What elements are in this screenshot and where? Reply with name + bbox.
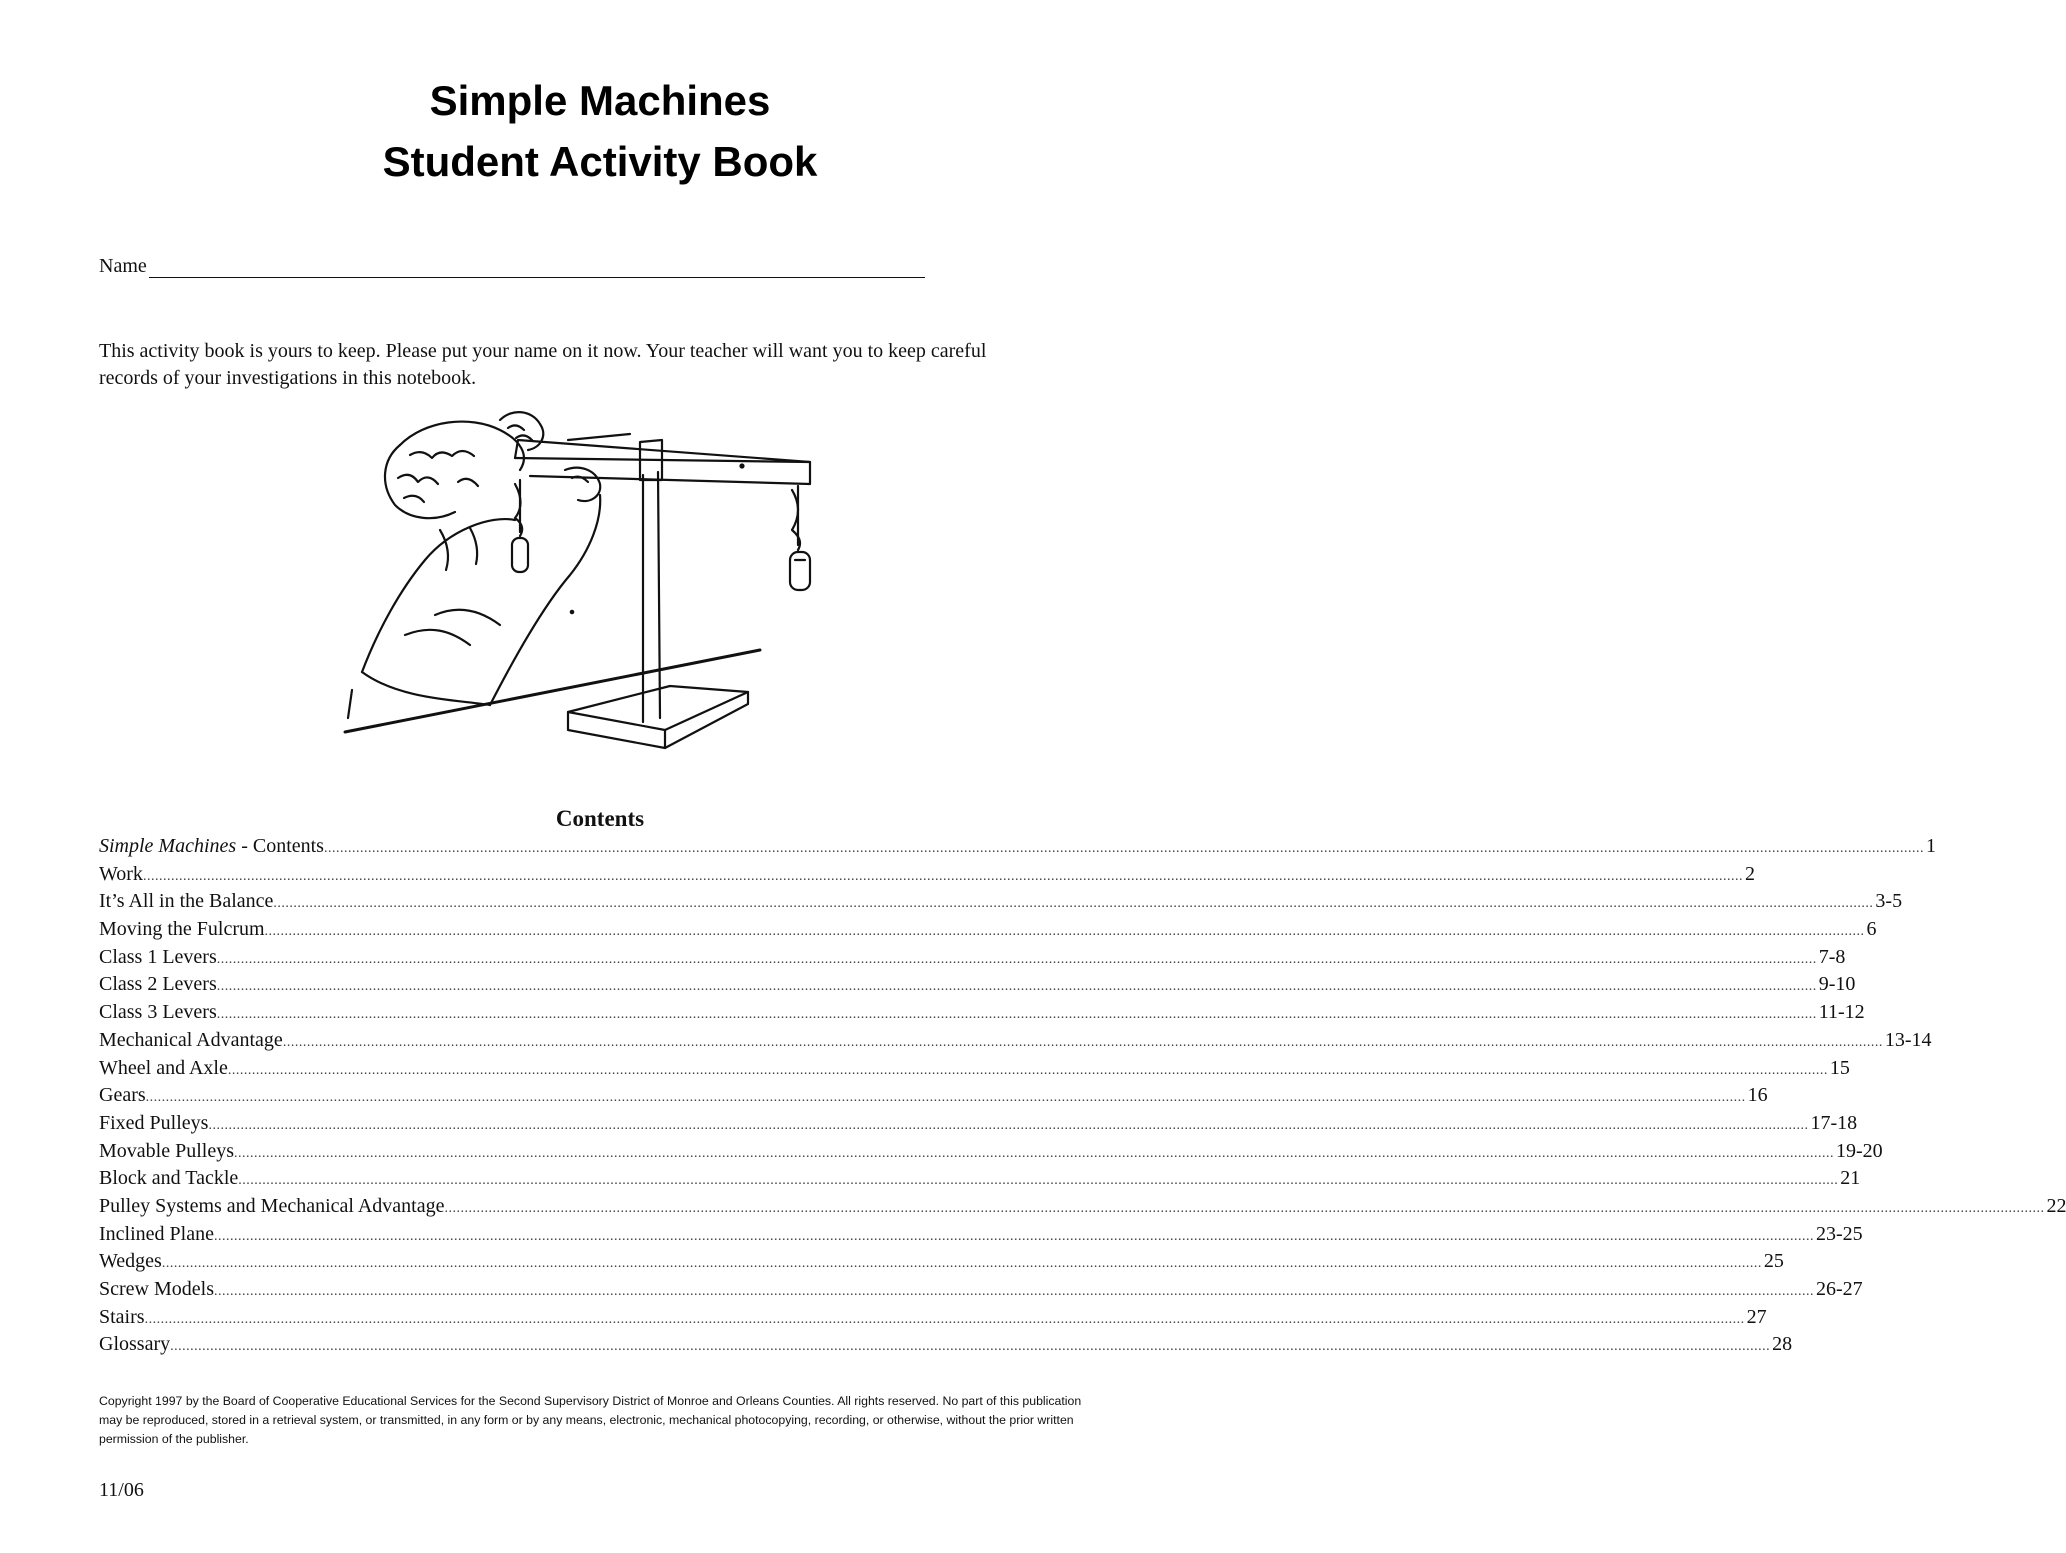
toc-leader-dots: ................................................................................................................................................................................................................................................................................................................................................................................................................ xyxy=(282,1034,1883,1050)
toc-item-title: Pulley Systems and Mechanical Advantage xyxy=(99,1194,445,1217)
toc-item xyxy=(99,1055,1850,1083)
toc-item-page: 23-25 xyxy=(1815,1222,1863,1245)
toc-item-title: Block and Tackle xyxy=(99,1167,239,1190)
toc-item-page: 27 xyxy=(1746,1305,1767,1328)
toc-item-title: Wheel and Axle xyxy=(99,1056,228,1079)
toc-item xyxy=(99,1331,1793,1359)
toc-leader-dots: ................................................................................................................................................................................................................................................................................................................................................................................................................ xyxy=(142,868,1743,884)
toc-item xyxy=(99,1027,1932,1055)
name-field xyxy=(99,254,925,278)
toc-leader-dots: ................................................................................................................................................................................................................................................................................................................................................................................................................ xyxy=(145,1090,1746,1106)
toc-item-page: 9-10 xyxy=(1818,973,1856,996)
toc-item-title: Gears xyxy=(99,1084,146,1107)
toc-item-page: 21 xyxy=(1840,1167,1861,1190)
toc-item-title: Mechanical Advantage xyxy=(99,1028,283,1051)
toc-item xyxy=(99,833,1936,861)
toc-item-title: Moving the Fulcrum xyxy=(99,918,265,941)
toc-leader-dots: ................................................................................................................................................................................................................................................................................................................................................................................................................ xyxy=(227,1062,1828,1078)
toc-item-title: Wedges xyxy=(99,1250,162,1273)
toc-leader-dots: ................................................................................................................................................................................................................................................................................................................................................................................................................ xyxy=(161,1256,1762,1272)
toc-leader-dots: ................................................................................................................................................................................................................................................................................................................................................................................................................ xyxy=(208,1117,1809,1133)
toc-leader-dots: ................................................................................................................................................................................................................................................................................................................................................................................................................ xyxy=(238,1173,1839,1189)
toc-leader-dots: ................................................................................................................................................................................................................................................................................................................................................................................................................ xyxy=(213,1284,1814,1299)
toc-item-title: Class 3 Levers xyxy=(99,1001,217,1024)
toc-item xyxy=(99,1138,1883,1166)
toc-item xyxy=(99,1110,1858,1138)
toc-item-title: Movable Pulleys xyxy=(99,1139,234,1162)
toc-item-page: 19-20 xyxy=(1836,1139,1883,1162)
toc-item xyxy=(99,971,1856,999)
toc-item-page: 13-14 xyxy=(1884,1028,1932,1051)
toc-item xyxy=(99,999,1865,1027)
toc-item-title: Class 2 Levers xyxy=(99,973,217,996)
intro-paragraph: This activity book is yours to keep. Please put your name on it now. Your teacher will want you to keep careful records of your investigations in this notebook. xyxy=(99,340,987,389)
toc-item-title-rest: - Contents xyxy=(236,835,324,857)
toc-item-page: 25 xyxy=(1763,1250,1784,1273)
toc-leader-dots: ................................................................................................................................................................................................................................................................................................................................................................................................................ xyxy=(273,896,1874,912)
toc-item-page: 26-27 xyxy=(1815,1278,1863,1300)
toc-item-page: 1 xyxy=(1925,835,1936,857)
toc-item-title: Glossary xyxy=(99,1333,171,1356)
toc-item xyxy=(99,916,1877,944)
toc-item-title: It’s All in the Balance xyxy=(99,890,274,913)
toc-item-title: Screw Models xyxy=(99,1278,214,1300)
toc-item-title xyxy=(99,833,324,861)
toc-item xyxy=(99,1248,1784,1276)
toc-item-title: Fixed Pulleys xyxy=(99,1111,209,1134)
toc-item-title: Class 1 Levers xyxy=(99,945,217,968)
toc-item-title: Work xyxy=(99,862,143,885)
toc-item-title: Stairs xyxy=(99,1305,145,1328)
toc-item-page: 6 xyxy=(1866,918,1877,941)
toc-item-page: 17-18 xyxy=(1810,1111,1858,1134)
toc-item-page: 28 xyxy=(1772,1333,1793,1356)
copyright-notice: Copyright 1997 by the Board of Cooperative Educational Services for the Second Supervisory District of Monroe and Orleans Counties. All rights reserved. No part of this publication may be reproduced, stored in a retrieval system, or transmitted, in any form or by any means, electronic, mechanical photocopying, recording, or otherwise, without the prior written permission of the publisher. xyxy=(99,1394,1082,1446)
toc-leader-dots: ................................................................................................................................................................................................................................................................................................................................................................................................................ xyxy=(264,924,1865,940)
toc-leader-dots: ................................................................................................................................................................................................................................................................................................................................................................................................................ xyxy=(144,1311,1745,1327)
toc-item-page: 7-8 xyxy=(1818,945,1846,968)
contents-heading: Contents xyxy=(555,806,645,831)
toc-leader-dots: ................................................................................................................................................................................................................................................................................................................................................................................................................ xyxy=(323,841,1924,856)
toc-leader-dots: ................................................................................................................................................................................................................................................................................................................................................................................................................ xyxy=(216,979,1817,995)
toc-item-page: 2 xyxy=(1744,862,1755,885)
toc-item xyxy=(99,861,1755,889)
toc-item xyxy=(99,888,1903,916)
student-balancing-lever-illustration xyxy=(340,400,820,755)
toc-leader-dots: ................................................................................................................................................................................................................................................................................................................................................................................................................ xyxy=(213,1228,1814,1244)
toc-leader-dots: ................................................................................................................................................................................................................................................................................................................................................................................................................ xyxy=(444,1200,2045,1216)
toc-item-page: 15 xyxy=(1829,1056,1850,1079)
contents-list xyxy=(99,833,2066,1359)
name-blank-line[interactable] xyxy=(149,257,925,278)
name-label: Name xyxy=(99,255,147,277)
toc-item xyxy=(99,1082,1768,1110)
toc-item xyxy=(99,1276,1863,1304)
toc-leader-dots: ................................................................................................................................................................................................................................................................................................................................................................................................................ xyxy=(216,1007,1817,1023)
toc-item-page: 22 xyxy=(2046,1194,2066,1217)
toc-item-page: 3-5 xyxy=(1875,890,1903,913)
toc-item xyxy=(99,1193,2066,1221)
toc-leader-dots: ................................................................................................................................................................................................................................................................................................................................................................................................................ xyxy=(170,1339,1771,1355)
toc-item-page: 16 xyxy=(1747,1084,1768,1107)
toc-item xyxy=(99,1165,1861,1193)
toc-item-title-italic: Simple Machines xyxy=(99,835,237,857)
toc-leader-dots: ................................................................................................................................................................................................................................................................................................................................................................................................................ xyxy=(234,1145,1834,1161)
toc-item xyxy=(99,1304,1767,1332)
toc-item-title: Inclined Plane xyxy=(99,1222,214,1245)
page-title-line1: Simple Machines xyxy=(429,77,771,124)
toc-item xyxy=(99,1221,1863,1249)
toc-item-page: 11-12 xyxy=(1818,1001,1865,1024)
toc-item xyxy=(99,944,1846,972)
page-title-line2: Student Activity Book xyxy=(382,138,818,185)
toc-leader-dots: ................................................................................................................................................................................................................................................................................................................................................................................................................ xyxy=(216,951,1817,967)
date-code: 11/06 xyxy=(99,1479,144,1501)
